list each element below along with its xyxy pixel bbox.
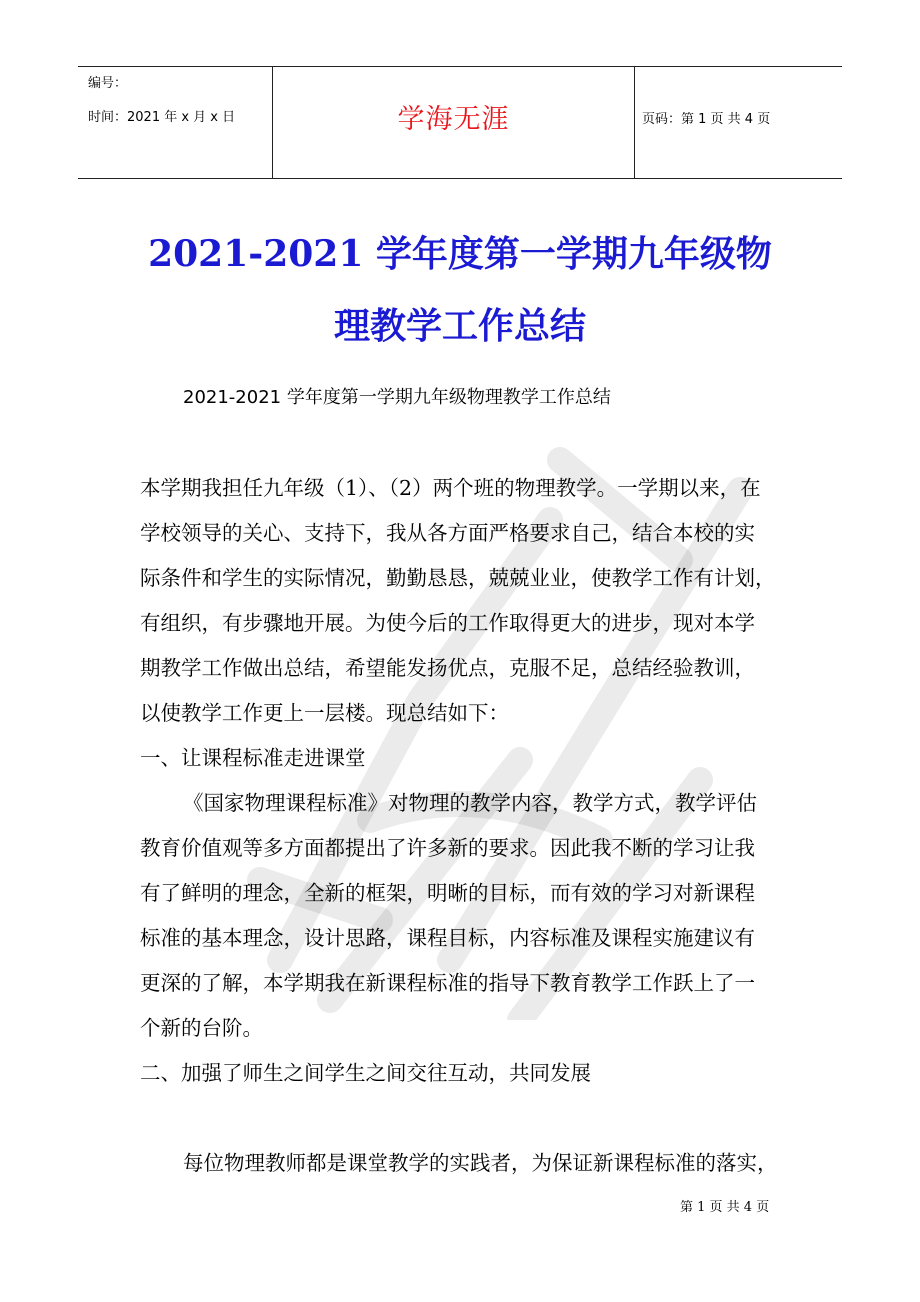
header-left-cell bbox=[78, 67, 272, 178]
header-mid-cell bbox=[272, 67, 635, 178]
body-line: 际条件和学生的实际情况，勤勤恳恳，兢兢业业，使教学工作有计划， bbox=[140, 566, 776, 590]
date-label: 时间：2021 年 x 月 x 日 bbox=[88, 110, 236, 125]
subtitle: 2021-2021 学年度第一学期九年级物理教学工作总结 bbox=[183, 387, 611, 408]
body-line: 有了鲜明的理念，全新的框架，明晰的目标，而有效的学习对新课程 bbox=[140, 881, 755, 905]
body-line: 本学期我担任九年级（1）、（2）两个班的物理教学。一学期以来，在 bbox=[140, 476, 761, 500]
header-table bbox=[78, 66, 842, 179]
section-heading-2: 二、加强了师生之间学生之间交往互动，共同发展 bbox=[140, 1061, 591, 1085]
body-line: 以使教学工作更上一层楼。现总结如下： bbox=[140, 701, 509, 725]
serial-label: 编号： bbox=[88, 76, 128, 91]
page-label: 页码：第 1 页 共 4 页 bbox=[642, 112, 771, 127]
body-line: 标准的基本理念，设计思路，课程目标，内容标准及课程实施建议有 bbox=[140, 926, 755, 950]
header-right-cell bbox=[634, 67, 842, 178]
section-heading-1: 一、让课程标准走进课堂 bbox=[140, 746, 366, 770]
body-line: 更深的了解，本学期我在新课程标准的指导下教育教学工作跃上了一 bbox=[140, 971, 755, 995]
page-footer: 第 1 页 共 4 页 bbox=[680, 1200, 770, 1215]
body-line: 每位物理教师都是课堂教学的实践者，为保证新课程标准的落实， bbox=[183, 1151, 778, 1175]
brand-title: 学海无涯 bbox=[397, 104, 510, 135]
body-line: 《国家物理课程标准》对物理的教学内容，教学方式，教学评估 bbox=[183, 791, 757, 815]
page-title-line1: 2021-2021 学年度第一学期九年级物 bbox=[148, 233, 772, 275]
page-title-line2: 理教学工作总结 bbox=[333, 305, 586, 347]
body-line: 学校领导的关心、支持下，我从各方面严格要求自己，结合本校的实 bbox=[140, 521, 755, 545]
body-line: 教育价值观等多方面都提出了许多新的要求。因此我不断的学习让我 bbox=[140, 836, 755, 860]
body-line: 期教学工作做出总结，希望能发扬优点，克服不足，总结经验教训， bbox=[140, 656, 755, 680]
body-line: 个新的台阶。 bbox=[140, 1016, 263, 1040]
body-line: 有组织，有步骤地开展。为使今后的工作取得更大的进步，现对本学 bbox=[140, 611, 755, 635]
